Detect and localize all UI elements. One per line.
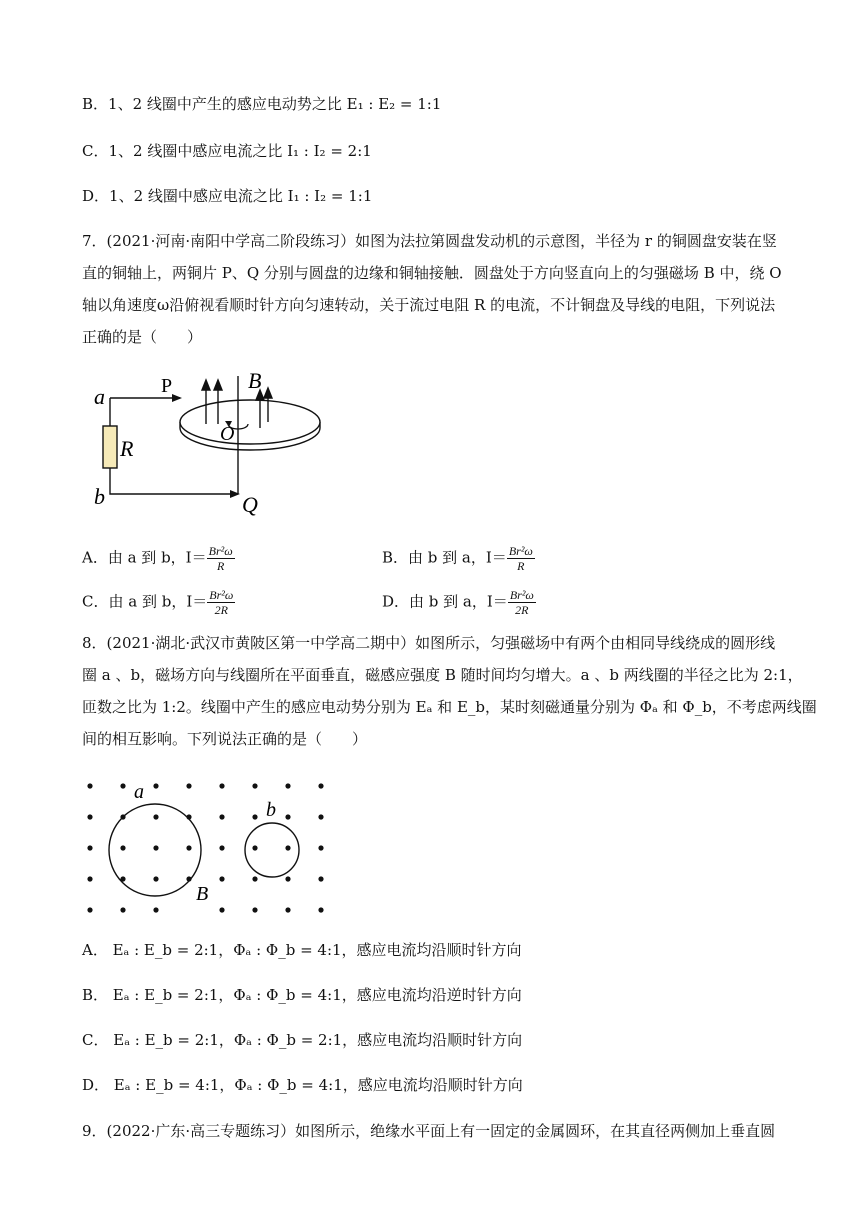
field-dot <box>87 783 92 788</box>
field-dot <box>120 783 125 788</box>
q7-option-b: B．由 b 到 a，I＝ $\frac{\text{Br²ω}}{R}$ <box>382 544 533 573</box>
q8-option-a: A． Eₐ : E_b = 2:1，Φₐ : Φ_b = 4:1，感应电流均沿顺时针方向 <box>82 941 522 959</box>
field-dot <box>219 876 224 881</box>
field-dot <box>87 876 92 881</box>
field-dot <box>186 845 191 850</box>
field-dot <box>186 783 191 788</box>
q7-option-a: A．由 a 到 b，I＝ $\frac{\text{Br²ω}}{R}$ <box>82 544 233 573</box>
q8-option-b: B． Eₐ : E_b = 2:1，Φₐ : Φ_b = 4:1，感应电流均沿逆时针方向 <box>82 986 522 1004</box>
q7-option-d: D．由 b 到 a，I＝ $\frac{\text{Br²ω}}{2R}$ <box>382 588 534 617</box>
field-dot <box>219 845 224 850</box>
field-dot <box>285 876 290 881</box>
label-b: b <box>94 484 105 509</box>
q7-stem-line3: 轴以角速度ω沿俯视看顺时针方向匀速转动，关于流过电阻 R 的电流，不计铜盘及导线的电阻，下列说法 <box>82 296 776 314</box>
field-dot <box>318 845 323 850</box>
q7-stem-line4: 正确的是（ ） <box>82 328 203 346</box>
q7-stem-line1: 7．(2021·河南·南阳中学高二阶段练习）如图为法拉第圆盘发动机的示意图，半径为 r 的铜圆盘安装在竖 <box>82 232 777 250</box>
label-B: B <box>248 368 262 393</box>
label-b: b <box>266 799 276 821</box>
field-dot <box>120 845 125 850</box>
q6-option-b: B．1、2 线圈中产生的感应电动势之比 E₁ : E₂ = 1:1 <box>82 95 442 113</box>
label-P: P <box>161 375 173 397</box>
field-dot <box>252 845 257 850</box>
field-dot <box>219 783 224 788</box>
q8-stem-line4: 间的相互影响。下列说法正确的是（ ） <box>82 730 368 748</box>
field-dot <box>87 814 92 819</box>
label-a: a <box>134 781 144 803</box>
q6-option-d: D．1、2 线圈中感应电流之比 I₁ : I₂ = 1:1 <box>82 187 373 205</box>
field-dot <box>318 907 323 912</box>
field-dot <box>285 814 290 819</box>
field-dot <box>318 876 323 881</box>
q6-option-c: C．1、2 线圈中感应电流之比 I₁ : I₂ = 2:1 <box>82 142 372 160</box>
q9-stem-line1: 9．(2022·广东·高三专题练习）如图所示，绝缘水平面上有一固定的金属圆环，在其直径两侧加上垂直圆 <box>82 1122 776 1140</box>
q8-option-d: D． Eₐ : E_b = 4:1，Φₐ : Φ_b = 4:1，感应电流均沿顺时针方向 <box>82 1076 523 1094</box>
field-dot <box>252 783 257 788</box>
q8-option-c: C． Eₐ : E_b = 2:1，Φₐ : Φ_b = 2:1，感应电流均沿顺时针方向 <box>82 1031 523 1049</box>
field-dot <box>318 814 323 819</box>
field-dot <box>252 814 257 819</box>
q8-stem-line1: 8．(2021·湖北·武汉市黄陂区第一中学高二期中）如图所示，匀强磁场中有两个由相同导线绕成的圆形线 <box>82 634 776 652</box>
field-dot <box>153 783 158 788</box>
field-dot <box>285 783 290 788</box>
field-dot <box>87 907 92 912</box>
field-dot <box>219 814 224 819</box>
field-dot <box>219 907 224 912</box>
field-dot <box>252 876 257 881</box>
field-dot <box>87 845 92 850</box>
label-B: B <box>196 883 209 905</box>
label-O: O <box>220 423 235 445</box>
field-dot <box>153 876 158 881</box>
q8-stem-line2: 圈 a 、b，磁场方向与线圈所在平面垂直，磁感应强度 B 随时间均匀增大。a 、b 两线圈的半径之比为 2:1， <box>82 666 803 684</box>
q8-stem-line3: 匝数之比为 1:2。线圈中产生的感应电动势分别为 Eₐ 和 E_b，某时刻磁通量分别为 Φₐ 和 Φ_b，不考虑两线圈 <box>82 698 817 716</box>
q8-coils-figure <box>84 776 334 916</box>
q7-option-c: C．由 a 到 b，I＝ $\frac{\text{Br²ω}}{2R}$ <box>82 588 234 617</box>
field-dot <box>120 907 125 912</box>
field-dot <box>285 845 290 850</box>
field-dot <box>252 907 257 912</box>
coil-b <box>245 823 299 877</box>
label-Q: Q <box>242 492 258 516</box>
label-a: a <box>94 384 105 409</box>
field-dot <box>285 907 290 912</box>
q7-stem-line2: 直的铜轴上，两铜片 P、Q 分别与圆盘的边缘和铜轴接触．圆盘处于方向竖直向上的匀强磁场 B 中，绕 O <box>82 264 782 282</box>
q7-faraday-disc-figure <box>88 366 328 516</box>
label-R: R <box>120 436 134 461</box>
field-dot <box>153 845 158 850</box>
field-dot <box>318 783 323 788</box>
field-dot <box>153 814 158 819</box>
field-dot <box>153 907 158 912</box>
